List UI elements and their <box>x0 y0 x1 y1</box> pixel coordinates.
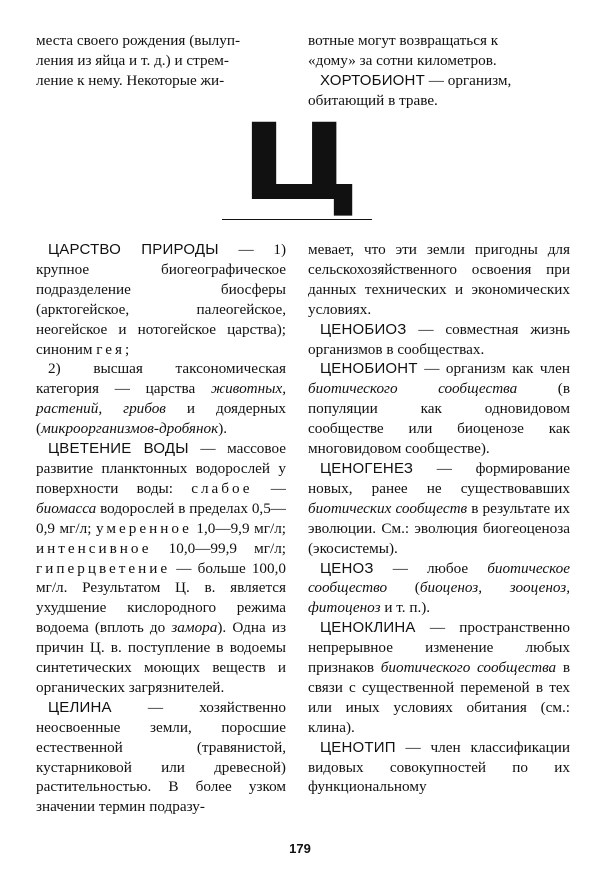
entry-term: ЦЕНОБИОЗ <box>320 320 407 338</box>
text-line: места своего рождения (вылуп- <box>36 32 241 49</box>
dictionary-entry: ЦАРСТВО ПРИРОДЫ — 1) крупное биогеографическое подразделение биосферы (арктогейское, палеогейское, неогейское и нотогейское царства); синоним гея; <box>36 241 286 358</box>
entry-term: ЦЕНОГЕНЕЗ <box>320 459 414 477</box>
entry-term: ХОРТОБИОНТ <box>320 71 425 89</box>
dictionary-entry <box>308 71 570 91</box>
entry-subsense: 2) высшая таксономическая категория — царства животных, растений, грибов и доядерных (микроорганизмов-дробянок). <box>36 360 286 438</box>
dictionary-entry: ЦВЕТЕНИЕ ВОДЫ — массовое развитие планктонных водорослей у поверхности воды: слабое — биомасса водорослей в пределах 0,5—0,9 мг/л; умеренное 1,0—9,9 мг/л; интенсивное 10,0—99,9 мг/л; гиперцветение — больше 100,0 мг/л. Результатом Ц. в. является ухудшение кислородного режима водоема (вплоть до замора). Одна из причин Ц. в. поступление в водоемы синтетических моющих веществ и органических загрязнителей. <box>36 440 286 696</box>
entry-text: — организм, <box>424 71 512 89</box>
text-line: «дому» за сотни километров. <box>308 51 497 69</box>
entry-term: ЦВЕТЕНИЕ ВОДЫ <box>48 440 189 458</box>
dictionary-entry: ЦЕНОГЕНЕЗ — формирование новых, ранее не существовавших биотических сообществ в результате их эволюции. См.: эволюция биогеоценоза (экосистемы). <box>308 459 571 557</box>
text-line: обитающий в траве. <box>308 91 438 109</box>
text-line: ление к нему. Некоторые жи- <box>36 71 225 89</box>
entry-term: ЦЕНОЗ <box>320 559 374 577</box>
dictionary-entry: ЦЕНОЗ — любое биотическое сообщество (биоценоз, зооценоз, фитоценоз и т. п.). <box>308 559 571 617</box>
page-number: 179 <box>289 841 311 856</box>
section-divider <box>222 219 372 220</box>
dictionary-entry: ЦЕНОБИОЗ — совместная жизнь организмов в сообществах. <box>308 320 570 358</box>
dictionary-entry: ЦЕНОТИП — член классификации видовых совокупностей по их функциональному <box>308 738 570 796</box>
entry-term: ЦАРСТВО ПРИРОДЫ <box>48 241 219 258</box>
dictionary-entry: ЦЕНОБИОНТ — организм как член биотического сообщества (в популяции как одновидовом сообществе или биоценозе как многовидовом сообществе). <box>308 360 571 458</box>
dictionary-entry: ЦЕЛИНА — хозяйственно неосвоенные земли, поросшие естественной (травянистой, кустарниковой или древесной) растительностью. В более узком значении термин подразу- <box>36 698 286 816</box>
entry-continuation: мевает, что эти земли пригодны для сельскохозяйственного освоения при данных технических и экономических условиях. <box>308 241 570 318</box>
dictionary-entry: ЦЕНОКЛИНА — пространственно непрерывное изменение любых признаков биотического сообщества в связи с существенной переменой в тех или иных условиях обитания (см.: клина). <box>308 619 570 736</box>
top-left-column <box>36 31 282 91</box>
entry-term: ЦЕНОКЛИНА <box>320 619 416 637</box>
text-line: вотные могут возвращаться к <box>308 32 499 49</box>
text-line: ления из яйца и т. д.) и стрем- <box>36 51 229 69</box>
right-column <box>308 240 570 797</box>
section-letter-heading: Ц <box>240 101 360 224</box>
left-column <box>36 240 286 817</box>
entry-term: ЦЕНОТИП <box>320 738 396 756</box>
entry-term: ЦЕНОБИОНТ <box>320 360 418 378</box>
entry-term: ЦЕЛИНА <box>48 698 112 716</box>
top-right-column <box>308 31 570 111</box>
